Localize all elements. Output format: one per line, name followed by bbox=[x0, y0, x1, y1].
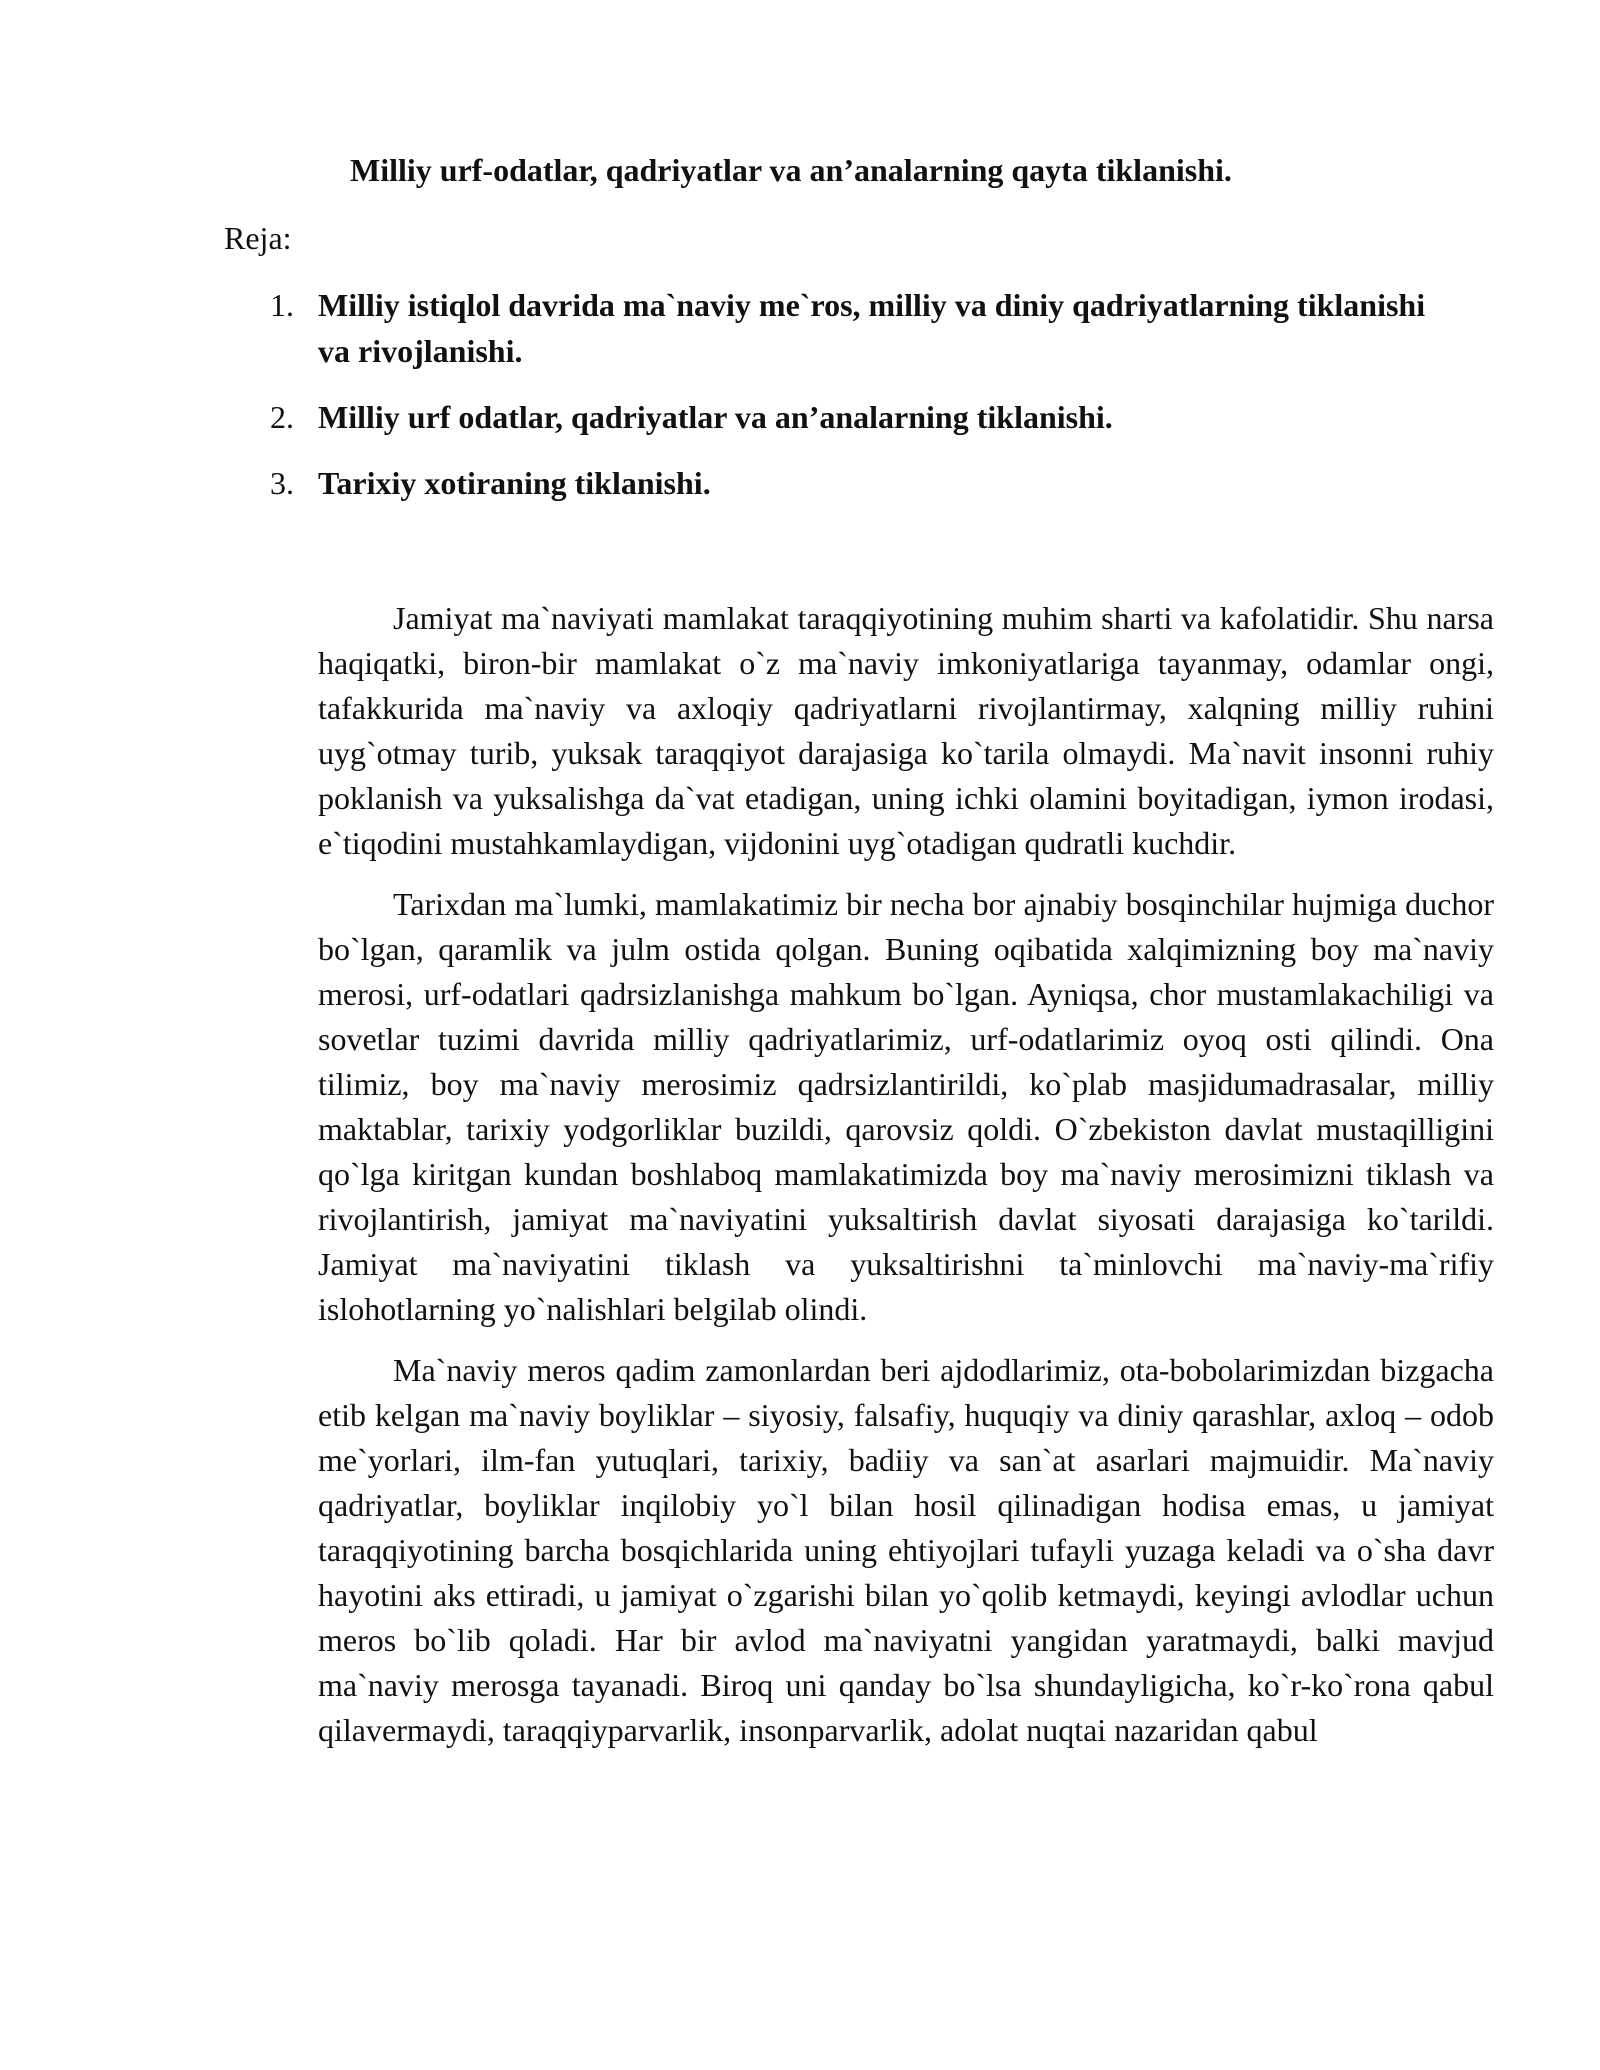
body-paragraph-3: Ma`naviy meros qadim zamonlardan beri ajdodlarimiz, ota-bobolarimizdan bizgacha etib kelgan ma`naviy boyliklar – siyosiy, falsafiy, huquqiy va diniy qarashlar, axloq – odob me`yorlari, ilm-fan yutuqlari, tarixiy, badiiy va san`at asarlari majmuidir. Ma`naviy qadriyatlar, boyliklar inqilobiy yo`l bilan hosil qilinadigan hodisa emas, u jamiyat taraqqiyotining barcha bosqichlarida uning ehtiyojlari tufayli yuzaga keladi va o`sha davr hayotini aks ettiradi, u jamiyat o`zgarishi bilan yo`qolib ketmaydi, keyingi avlodlar uchun meros bo`lib qoladi. Har bir avlod ma`naviyatni yangidan yaratmaydi, balki mavjud ma`naviy merosga tayanadi. Biroq uni qanday bo`lsa shundayligicha, ko`r-ko`rona qabul qilavermaydi, taraqqiyparvarlik, insonparvarlik, adolat nuqtai nazaridan qabul bbox=[318, 1352, 1494, 1748]
document-title: Milliy urf-odatlar, qadriyatlar va an’analarning qayta tiklanishi. bbox=[350, 152, 1232, 188]
plan-item-number: 2. bbox=[270, 399, 294, 435]
document-body bbox=[318, 596, 1494, 1769]
plan-item-number: 1. bbox=[270, 287, 294, 323]
plan-item-2 bbox=[258, 394, 1458, 440]
plan-item-text: Milliy urf odatlar, qadriyatlar va an’analarning tiklanishi. bbox=[318, 399, 1113, 435]
plan-item-text: Tarixiy xotiraning tiklanishi. bbox=[318, 465, 711, 501]
plan-item-text: Milliy istiqlol davrida ma`naviy me`ros, milliy va diniy qadriyatlarning tiklanishi va rivojlanishi. bbox=[318, 287, 1426, 369]
plan-item-3 bbox=[258, 460, 1458, 506]
body-paragraph-2: Tarixdan ma`lumki, mamlakatimiz bir necha bor ajnabiy bosqinchilar hujmiga duchor bo`lgan, qaramlik va julm ostida qolgan. Buning oqibatida xalqimizning boy ma`naviy merosi, urf-odatlari qadrsizlanishga mahkum bo`lgan. Ayniqsa, chor mustamlakachiligi va sovetlar tuzimi davrida milliy qadriyatlarimiz, urf-odatlarimiz oyoq osti qilindi. Ona tilimiz, boy ma`naviy merosimiz qadrsizlantirildi, ko`plab masjidumadrasalar, milliy maktablar, tarixiy yodgorliklar buzildi, qarovsiz qoldi. O`zbekiston davlat mustaqilligini qo`lga kiritgan kundan boshlaboq mamlakatimizda boy ma`naviy merosimizni tiklash va rivojlantirish, jamiyat ma`naviyatini yuksaltirish davlat siyosati darajasiga ko`tarildi. Jamiyat ma`naviyatini tiklash va yuksaltirishni ta`minlovchi ma`naviy-ma`rifiy islohotlarning yo`nalishlari belgilab olindi. bbox=[318, 886, 1494, 1327]
plan-label: Reja: bbox=[224, 220, 292, 256]
plan-item-number: 3. bbox=[270, 465, 294, 501]
plan-list bbox=[258, 282, 1458, 526]
body-paragraph-1: Jamiyat ma`naviyati mamlakat taraqqiyotining muhim sharti va kafolatidir. Shu narsa haqiqatki, biron-bir mamlakat o`z ma`naviy imkoniyatlariga tayanmay, odamlar ongi, tafakkurida ma`naviy va axloqiy qadriyatlarni rivojlantirmay, xalqning milliy ruhini uyg`otmay turib, yuksak taraqqiyot darajasiga ko`tarila olmaydi. Ma`navit insonni ruhiy poklanish va yuksalishga da`vat etadigan, uning ichki olamini boyitadigan, iymon irodasi, e`tiqodini mustahkamlaydigan, vijdonini uyg`otadigan qudratli kuchdir. bbox=[318, 600, 1494, 861]
plan-item-1 bbox=[258, 282, 1458, 374]
